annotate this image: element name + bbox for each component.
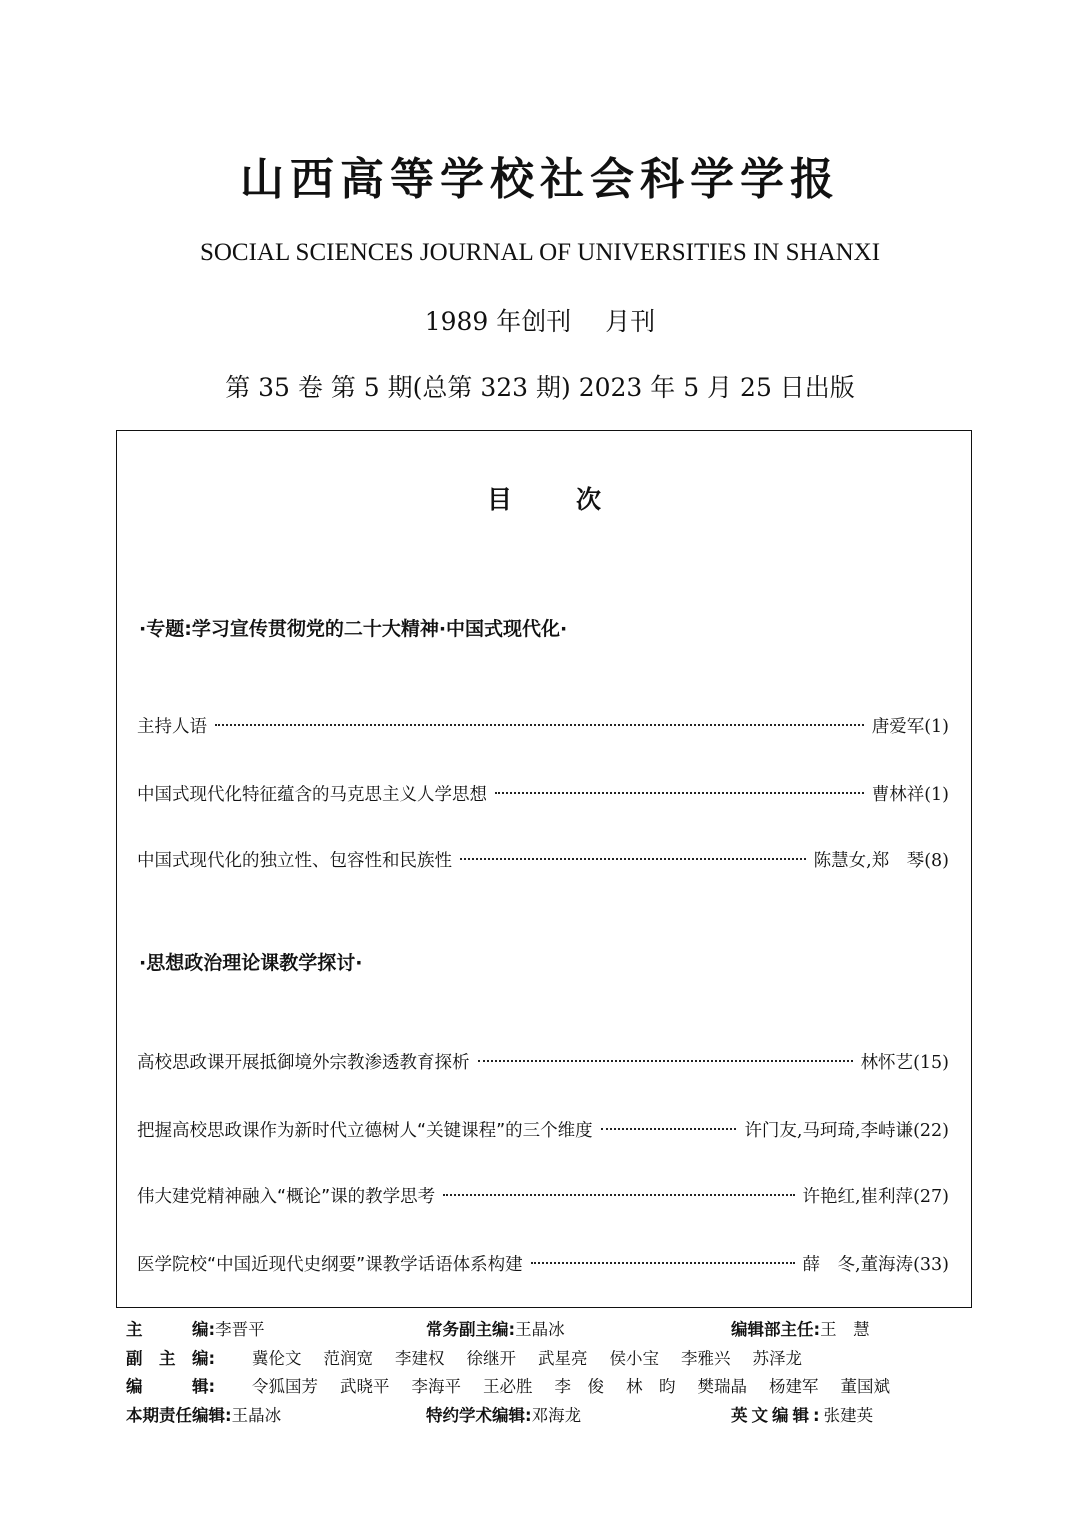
toc-entry[interactable] [137, 713, 949, 741]
english-editor [731, 1402, 956, 1431]
dept-director [731, 1316, 956, 1345]
editor-name: 董国斌 [840, 1377, 890, 1396]
entry-authors: 唐爱军 [871, 717, 925, 737]
exec-deputy-editor [426, 1316, 731, 1345]
deputy-editor-name: 侯小宝 [609, 1348, 659, 1368]
entry-page: (22) [913, 1121, 949, 1141]
dot-leader [478, 1060, 853, 1062]
deputy-editor-name: 徐继开 [466, 1348, 516, 1368]
founding-info [0, 304, 1080, 340]
entry-authors: 许艳红,崔利萍 [802, 1187, 914, 1207]
toc-entry[interactable] [137, 1183, 949, 1211]
dot-leader [601, 1128, 737, 1130]
entry-authors: 薛 冬,董海涛 [802, 1255, 914, 1275]
founded-year: 1989 年创刊 [424, 307, 572, 336]
entry-title: 主持人语 [137, 717, 207, 737]
guest-editor [426, 1402, 731, 1431]
chief-editor-label: 主 编: [126, 1320, 216, 1339]
toc-entry[interactable] [137, 1049, 949, 1077]
masthead-row-4 [126, 1402, 956, 1431]
guest-editor-name: 邓海龙 [531, 1405, 582, 1425]
publication-frequency: 月刊 [605, 307, 656, 336]
dept-director-name: 王 慧 [820, 1320, 870, 1339]
exec-deputy-label: 常务副主编: [426, 1320, 516, 1339]
masthead [126, 1316, 956, 1430]
editor-name: 武晓平 [340, 1377, 390, 1396]
editor-name: 李海平 [411, 1377, 461, 1396]
english-editor-name: 张建英 [823, 1405, 874, 1425]
issue-editor-name: 王晶冰 [231, 1405, 282, 1425]
dot-leader [215, 724, 864, 726]
section-heading: ·专题:学习宣传贯彻党的二十大精神·中国式现代化· [139, 618, 568, 640]
issue-editor-label: 本期责任编辑: [126, 1405, 232, 1425]
deputy-editor-name: 范润宽 [323, 1348, 373, 1368]
deputy-editor-name: 苏泽龙 [752, 1348, 802, 1368]
chief-editor [126, 1316, 426, 1345]
deputy-editor-name: 冀伦文 [252, 1348, 302, 1368]
editor-name: 林 昀 [626, 1377, 676, 1396]
section-heading: ·思想政治理论课教学探讨· [139, 952, 363, 974]
journal-title-en: SOCIAL SCIENCES JOURNAL OF UNIVERSITIES IN SHANXI [199, 239, 881, 266]
chief-editor-name: 李晋平 [215, 1320, 265, 1339]
entry-authors: 许门友,马珂琦,李峙谦 [744, 1121, 914, 1141]
toc-entry[interactable] [137, 847, 949, 875]
english-editor-label: 英文编辑: [731, 1405, 824, 1425]
editor-name: 李 俊 [554, 1377, 604, 1396]
toc-entry[interactable] [137, 1251, 949, 1279]
deputy-editors-label: 副 主 编: [126, 1348, 216, 1368]
entry-authors: 林怀艺 [860, 1053, 914, 1073]
entry-page: (27) [913, 1187, 949, 1207]
deputy-editor-name: 李雅兴 [681, 1348, 731, 1368]
masthead-row-2 [126, 1345, 956, 1374]
entry-title: 医学院校“中国近现代史纲要”课教学话语体系构建 [137, 1255, 523, 1275]
entry-page: (33) [913, 1255, 949, 1275]
entry-title: 中国式现代化特征蕴含的马克思主义人学思想 [137, 785, 487, 805]
dot-leader [460, 858, 806, 860]
editor-name: 王必胜 [483, 1377, 533, 1396]
entry-title: 把握高校思政课作为新时代立德树人“关键课程”的三个维度 [137, 1121, 593, 1141]
dot-leader [495, 792, 864, 794]
masthead-row-3 [126, 1373, 956, 1402]
toc-box [116, 430, 972, 1308]
journal-title-cn: 山西高等学校社会科学学报 [240, 154, 840, 205]
exec-deputy-name: 王晶冰 [515, 1320, 565, 1339]
toc-heading: 目次 [486, 485, 665, 514]
entry-title: 伟大建党精神融入“概论”课的教学思考 [137, 1187, 436, 1207]
editors-label: 编 辑: [126, 1377, 216, 1396]
toc-entry[interactable] [137, 781, 949, 809]
editor-name: 樊瑞晶 [697, 1377, 747, 1396]
entry-page: (8) [924, 851, 949, 871]
dept-director-label: 编辑部主任: [731, 1320, 821, 1339]
issue-info: 第 35 卷 第 5 期(总第 323 期) 2023 年 5 月 25 日出版 [225, 373, 855, 402]
issue-editor [126, 1402, 426, 1431]
entry-title: 中国式现代化的独立性、包容性和民族性 [137, 851, 452, 871]
deputy-editor-name: 李建权 [395, 1348, 445, 1368]
entry-page: (1) [924, 785, 949, 805]
entry-page: (15) [913, 1053, 949, 1073]
guest-editor-label: 特约学术编辑: [426, 1405, 532, 1425]
masthead-row-1 [126, 1316, 956, 1345]
entry-page: (1) [924, 717, 949, 737]
toc-entry[interactable] [137, 1117, 949, 1145]
entry-authors: 陈慧女,郑 琴 [813, 851, 925, 871]
entry-title: 高校思政课开展抵御境外宗教渗透教育探析 [137, 1053, 470, 1073]
editor-name: 令狐国芳 [252, 1377, 318, 1396]
dot-leader [531, 1262, 795, 1264]
dot-leader [443, 1194, 794, 1196]
editor-name: 杨建军 [769, 1377, 819, 1396]
deputy-editor-name: 武星亮 [538, 1348, 588, 1368]
entry-authors: 曹林祥 [871, 785, 925, 805]
